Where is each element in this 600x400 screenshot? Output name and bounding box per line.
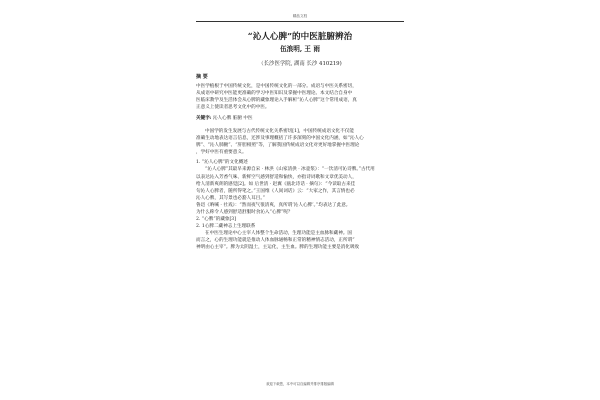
abstract-line: 从成语中研究中医能更准确的学习中医知识及掌握中医理论。本文结合自身中 (196, 90, 353, 96)
keywords-text: 沁人心脾 脏腑 中医 (212, 115, 253, 121)
header-label: 精品文档 (292, 14, 308, 18)
intro-line: 中国学的发生发展与古代传统文化关系密切[1]，中国传统成语文化不仅能 (205, 128, 354, 134)
intro-line: ，学好中医有重要意义。 (196, 150, 247, 156)
section1-line: 为什么称令人感到舒适舒服时食沁入“心脾”呢？ (196, 210, 293, 215)
section1-line: 给人清新爽朗的感觉[2]。如 后世清 · 赵翼《瓯北诗话 · 摘句》：“今读取古来佳 (196, 181, 356, 187)
section1-line: 沁人心脾，其写景也必豁人耳目。” (196, 195, 265, 201)
keywords-label: 关键字: (196, 115, 212, 121)
abstract-line: 正意义上使读者思考文化中的中医。 (196, 104, 270, 110)
header-rule (196, 21, 404, 22)
section2-line: 在中医生理论中心主宰人体整个生命活动，生理功能是主血脉和藏神。国 (205, 231, 353, 237)
section1-line: 句沁人心脾者，随所得笔之。”王国维《人间词话》云：“大家之作，其言情也必 (196, 188, 355, 194)
section2-body (196, 230, 404, 251)
document-page (196, 14, 404, 386)
section1-line: 鲁迅《呐喊 · 社戏》：“然而夜气很清爽，真所谓‘沁人心脾’。”均表达了此意。 (196, 202, 351, 208)
intro-line: 准确生动地表达语言信息，还涉及事理概括了许多深刻的中国文化内涵，如“沁人心 (196, 136, 364, 142)
section2-heading: 2. “心脾”的藏象[3] (196, 217, 237, 223)
paper-affiliation: （长沙医学院, 湖南 长沙 410219) (258, 61, 342, 67)
abstract-heading: 摘 要 (196, 74, 208, 80)
section1-line: “沁人心脾”其最早来源自宋 · 林洪《山家清供 · 冰壶浆》：“一饮清可沁诗脾。”古代用 (205, 167, 375, 173)
section2-line: 神明由心主宰”。脾为太阴湿土，主运化，主生血。脾的生理功能主要是消化吸收 (196, 245, 360, 251)
paper-title: “沁人心脾”的中医脏腑辨治 (247, 32, 353, 42)
section1-heading: 1. “沁人心脾”的文化概述 (196, 160, 248, 166)
intro-paragraph (196, 128, 404, 156)
abstract-line: 医临床教学及生活体会从心脾的藏象理论入手解析“沁人心脾”这个常用成语，真 (196, 97, 357, 103)
section1-body (196, 166, 404, 216)
section2-subheading: 2. 1心脾二藏神志上生理联系 (196, 224, 256, 230)
intro-line: 脾”、“沁人肺腑”、“肝胆相照”等，了解我国传统成语文化对更好地掌握中医理论 (196, 143, 360, 149)
section2-line: 而言之，心的生理功能就是推动人体血脉通畅和正常的精神情志活动，正所谓“ (196, 238, 355, 244)
footer-note: 欢迎下载您，本中可以自编辑并排序排版编辑 (266, 382, 334, 386)
keywords (196, 115, 404, 122)
abstract-line: 中医学植根于中国传统文化，是中国传统文化的一部分。成语与中医关系密切， (196, 83, 357, 89)
section1-line: 以表达沁入芳香气味、新鲜空气感到舒适和愉快，亦指诗词歌和文章优美动人， (196, 174, 357, 180)
paper-authors: 伍浪明, 王 雨 (280, 45, 320, 53)
abstract-body (196, 83, 404, 111)
